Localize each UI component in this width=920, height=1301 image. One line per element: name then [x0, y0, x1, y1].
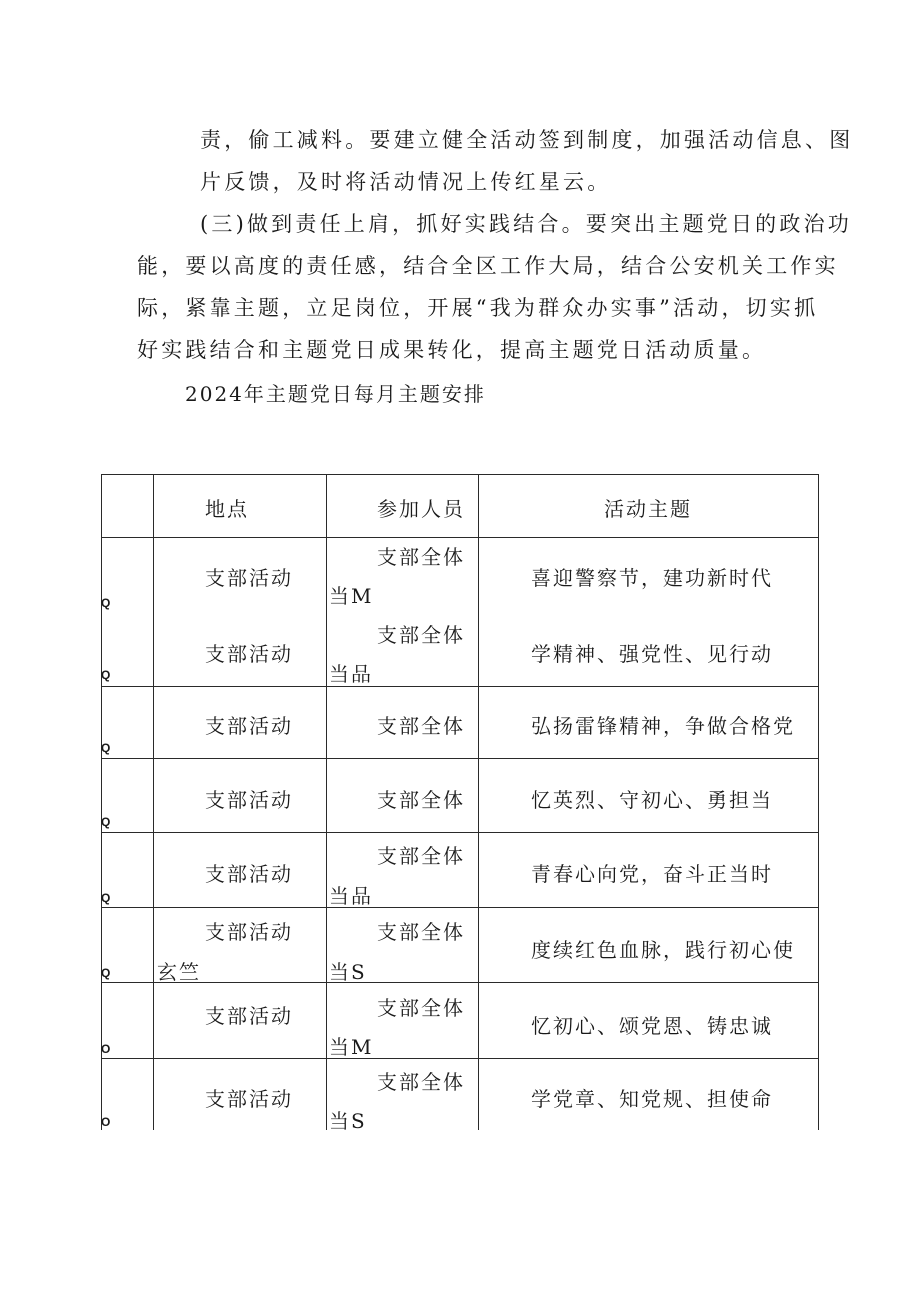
row-marker: Q — [101, 596, 111, 610]
table-caption: 2024年主题党日每月主题安排 — [185, 382, 486, 406]
body-line-5: 际，紧靠主题，立足岗位，开展“我为群众办实事”活动，切实抓 — [137, 296, 819, 320]
table-rule — [101, 758, 819, 759]
table-rule — [101, 907, 819, 908]
cell-place: 支部活动 — [205, 566, 293, 590]
header-theme: 活动主题 — [604, 497, 692, 521]
row-marker: Q — [101, 668, 111, 682]
cell-participants-suffix: 当品 — [329, 884, 373, 908]
body-line-1: 责，偷工减料。要建立健全活动签到制度，加强活动信息、图 — [200, 128, 854, 152]
table-rule — [101, 537, 819, 538]
cell-participants: 支部全体 — [377, 714, 465, 738]
cell-participants: 支部全体 — [377, 623, 465, 647]
cell-place: 支部活动 — [205, 788, 293, 812]
row-marker: Q — [101, 891, 111, 905]
table-rule — [101, 832, 819, 833]
cell-participants: 支部全体 — [377, 545, 465, 569]
cell-participants-suffix: 当品 — [329, 662, 373, 686]
cell-participants-suffix: 当S — [329, 1109, 367, 1133]
row-marker: O — [101, 1115, 111, 1129]
cell-place: 支部活动 — [205, 714, 293, 738]
cell-place: 支部活动 — [205, 642, 293, 666]
table-col-divider — [326, 474, 327, 1130]
cell-place-suffix: 玄竺 — [157, 960, 201, 984]
cell-participants: 支部全体 — [377, 844, 465, 868]
cell-place: 支部活动 — [205, 1087, 293, 1111]
table-rule — [101, 982, 819, 983]
table-border-left — [101, 474, 102, 1130]
table-border-top — [101, 474, 819, 475]
cell-theme: 忆初心、颂党恩、铸忠诚 — [531, 1014, 773, 1038]
cell-theme: 度续红色血脉，践行初心使 — [531, 938, 795, 962]
row-marker: Q — [101, 815, 111, 829]
table-col-divider — [478, 474, 479, 1130]
header-participants: 参加人员 — [377, 497, 465, 521]
cell-theme: 弘扬雷锋精神，争做合格党 — [531, 714, 795, 738]
table-rule — [101, 686, 819, 687]
cell-participants: 支部全体 — [377, 920, 465, 944]
cell-theme: 青春心向党，奋斗正当时 — [531, 862, 773, 886]
cell-place: 支部活动 — [205, 862, 293, 886]
cell-place: 支部活动 — [205, 920, 293, 944]
table-col-divider — [153, 474, 154, 1130]
cell-place: 支部活动 — [205, 1004, 293, 1028]
cell-participants: 支部全体 — [377, 1070, 465, 1094]
table-rule — [101, 1058, 819, 1059]
row-marker: O — [101, 1042, 111, 1056]
cell-theme: 忆英烈、守初心、勇担当 — [531, 788, 773, 812]
body-line-3: (三)做到责任上肩，抓好实践结合。要突出主题党日的政治功 — [200, 212, 852, 236]
cell-theme: 喜迎警察节，建功新时代 — [531, 566, 773, 590]
table-border-right — [818, 474, 819, 1130]
row-marker: Q — [101, 741, 111, 755]
row-marker: Q — [101, 966, 111, 980]
body-line-4: 能，要以高度的责任感，结合全区工作大局，结合公安机关工作实 — [137, 254, 839, 278]
cell-participants-suffix: 当M — [329, 584, 374, 608]
header-place: 地点 — [205, 497, 249, 521]
body-line-6: 好实践结合和主题党日成果转化，提高主题党日活动质量。 — [137, 338, 767, 362]
cell-participants-suffix: 当M — [329, 1035, 374, 1059]
cell-theme: 学精神、强党性、见行动 — [531, 642, 773, 666]
cell-participants: 支部全体 — [377, 996, 465, 1020]
cell-theme: 学党章、知党规、担使命 — [531, 1087, 773, 1111]
cell-participants-suffix: 当S — [329, 960, 367, 984]
body-line-2: 片反馈，及时将活动情况上传红星云。 — [200, 170, 612, 194]
cell-participants: 支部全体 — [377, 788, 465, 812]
